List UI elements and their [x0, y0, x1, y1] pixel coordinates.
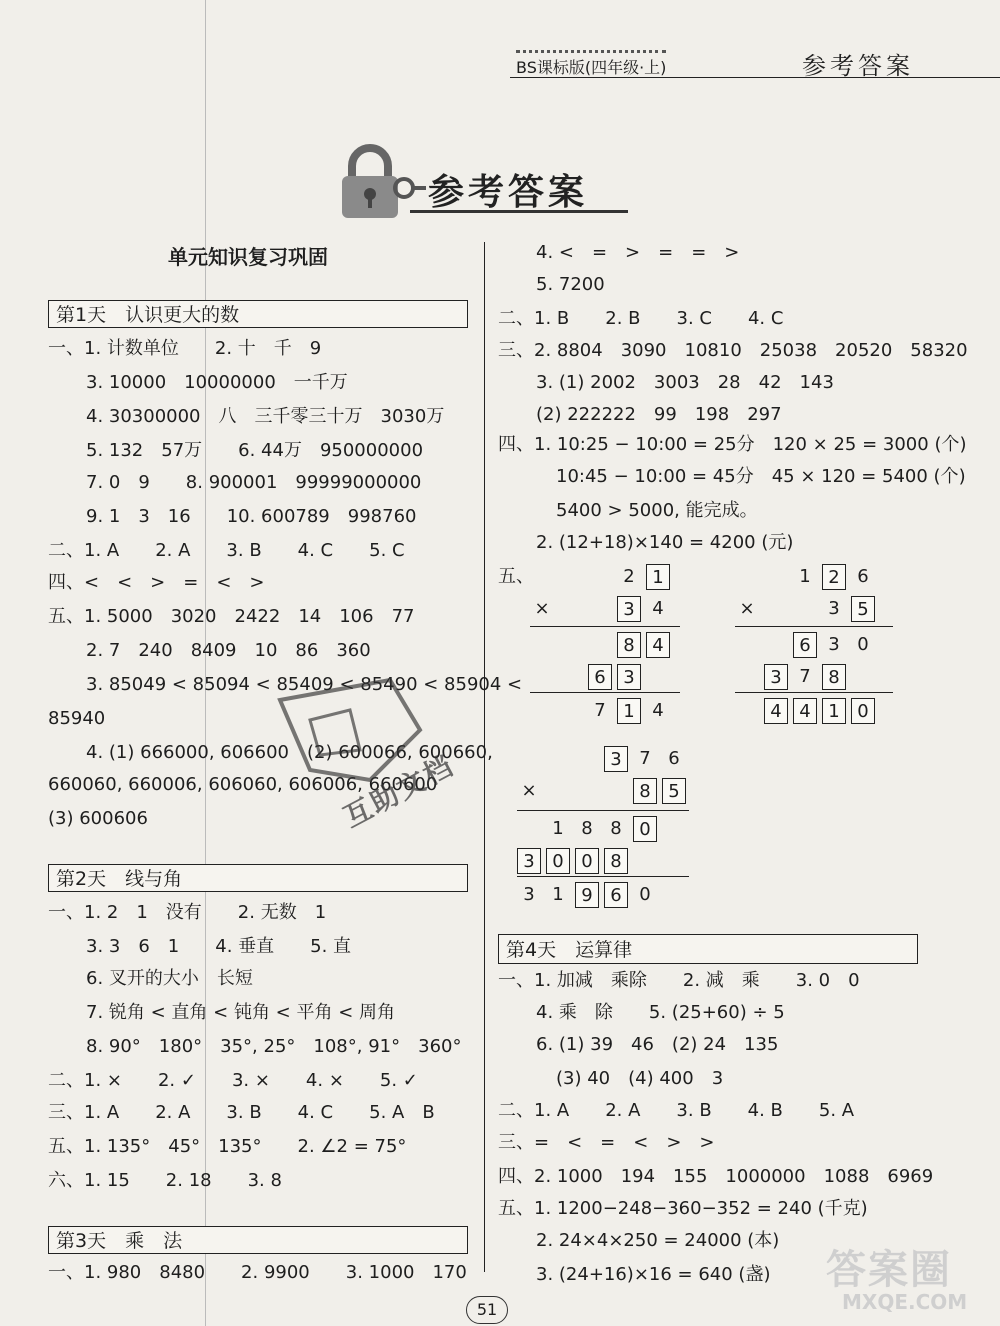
- mult2-digit: 4: [764, 698, 788, 724]
- mult3-rule: [517, 810, 689, 811]
- mult2-digit: 3: [828, 598, 840, 619]
- answer-line: 5. 132 57万 6. 44万 950000000: [86, 440, 424, 461]
- mult3-digit: 0: [546, 848, 570, 874]
- answer-line: 2. 24×4×250 = 24000 (本): [536, 1230, 780, 1251]
- answer-line: 4. < = > = = >: [536, 242, 740, 263]
- mult2-digit: 6: [857, 566, 869, 587]
- mult3-digit: 6: [604, 882, 628, 908]
- answer-line: 5. 7200: [536, 274, 605, 295]
- mult1-digit: 8: [617, 632, 641, 658]
- page-number: [466, 1296, 508, 1324]
- mult1-digit: 7: [594, 700, 606, 721]
- mult1-digit: 1: [617, 698, 641, 724]
- answer-line: 4. 30300000 八 三千零三十万 3030万: [86, 406, 445, 427]
- mult3-digit: 6: [668, 748, 680, 769]
- header-title: 参考答案: [802, 52, 914, 80]
- mult2-digit: 3: [828, 634, 840, 655]
- banner-rule: [410, 210, 628, 213]
- mult2-digit: 1: [822, 698, 846, 724]
- mult2-digit: 0: [851, 698, 875, 724]
- answer-line: (3) 40 (4) 400 3: [556, 1068, 724, 1089]
- answer-line: 4. 乘 除 5. (25+60) ÷ 5: [536, 1002, 785, 1023]
- answer-line: (2) 222222 99 198 297: [536, 404, 782, 425]
- answer-line: 2. (12+18)×140 = 4200 (元): [536, 532, 794, 553]
- mult1-digit: 3: [617, 664, 641, 690]
- page-number-text: 51: [476, 1300, 498, 1319]
- mult2-digit: 5: [851, 596, 875, 622]
- left-section-title: 单元知识复习巩固: [168, 245, 328, 269]
- answer-line: 三、2. 8804 3090 10810 25038 20520 58320: [498, 340, 968, 361]
- answer-line: 五、1. 1200−248−360−352 = 240 (千克): [498, 1198, 868, 1219]
- mult2-digit: 6: [793, 632, 817, 658]
- mult3-rule: [517, 876, 689, 877]
- mult3-digit: 8: [610, 818, 622, 839]
- mult2-digit: 1: [799, 566, 811, 587]
- answer-line: 一、1. 加减 乘除 2. 减 乘 3. 0 0: [498, 970, 860, 991]
- mult3-digit: 8: [604, 848, 628, 874]
- mult2-digit: 7: [799, 666, 811, 687]
- answer-line: 二、1. × 2. ✓ 3. × 4. × 5. ✓: [48, 1070, 418, 1091]
- answer-line: 3. (1) 2002 3003 28 42 143: [536, 372, 834, 393]
- answer-line: 2. 7 240 8409 10 86 360: [86, 640, 371, 661]
- answer-line: 一、1. 2 1 没有 2. 无数 1: [48, 902, 327, 923]
- mult2-digit: 4: [793, 698, 817, 724]
- answer-line: 6. (1) 39 46 (2) 24 135: [536, 1034, 779, 1055]
- answer-line: 85940: [48, 708, 106, 729]
- answer-line: 10:45 − 10:00 = 45分 45 × 120 = 5400 (个): [556, 466, 966, 487]
- answer-line: 660060, 660006, 606060, 606006, 660600: [48, 774, 438, 795]
- header-rule: [510, 77, 1000, 78]
- answer-line: 一、1. 980 8480 2. 9900 3. 1000 170: [48, 1262, 467, 1283]
- day1-title: 第1天 认识更大的数: [56, 304, 240, 326]
- answer-line: 二、1. A 2. A 3. B 4. B 5. A: [498, 1100, 855, 1121]
- mult3-digit: 7: [639, 748, 651, 769]
- mult1-digit: 4: [652, 700, 664, 721]
- answer-line: 三、= < = < > >: [498, 1132, 715, 1153]
- answer-line: 四、< < > = < >: [48, 572, 265, 593]
- answer-line: (3) 600606: [48, 808, 148, 829]
- answer-line: 8. 90° 180° 35°, 25° 108°, 91° 360°: [86, 1036, 462, 1057]
- mult3-digit: 1: [552, 884, 564, 905]
- answer-line: 3. 3 6 1 4. 垂直 5. 直: [86, 936, 352, 957]
- mult3-digit: ×: [521, 780, 537, 801]
- day3-title: 第3天 乘 法: [56, 1230, 183, 1252]
- mult1-digit: 4: [652, 598, 664, 619]
- answer-line: 六、1. 15 2. 18 3. 8: [48, 1170, 282, 1191]
- mult1-rule: [530, 626, 680, 627]
- mult2-digit: 8: [822, 664, 846, 690]
- mult3-digit: 0: [575, 848, 599, 874]
- watermark-logo: 答案圈: [826, 1247, 952, 1293]
- wu-label: 五、: [498, 566, 534, 587]
- answer-line: 7. 0 9 8. 900001 99999000000: [86, 472, 422, 493]
- day2-title: 第2天 线与角: [56, 868, 183, 890]
- answer-line: 3. 10000 10000000 一千万: [86, 372, 348, 393]
- mult3-digit: 0: [639, 884, 651, 905]
- banner-title: 参考答案: [428, 172, 589, 213]
- answer-line: 二、1. A 2. A 3. B 4. C 5. C: [48, 540, 405, 561]
- stamp-text: 互助文档: [337, 748, 460, 835]
- lock-icon: [338, 142, 428, 226]
- mult2-digit: 3: [764, 664, 788, 690]
- mult1-digit: 6: [588, 664, 612, 690]
- mult2-digit: ×: [739, 598, 755, 619]
- answer-line: 3. (24+16)×16 = 640 (盏): [536, 1264, 771, 1285]
- watermark-site: MXQE.COM: [842, 1290, 968, 1314]
- answer-line: 一、1. 计数单位 2. 十 千 9: [48, 338, 322, 359]
- mult2-rule: [735, 626, 893, 627]
- answer-line: 5400 > 5000, 能完成。: [556, 500, 758, 521]
- mult3-digit: 1: [552, 818, 564, 839]
- mult3-digit: 0: [633, 816, 657, 842]
- answer-line: 6. 叉开的大小 长短: [86, 968, 253, 989]
- answer-line: 9. 1 3 16 10. 600789 998760: [86, 506, 417, 527]
- mult1-digit: 3: [617, 596, 641, 622]
- mult1-digit: ×: [534, 598, 550, 619]
- header-edition: BS课标版(四年级·上): [516, 50, 666, 78]
- mult3-digit: 5: [662, 778, 686, 804]
- answer-line: 4. (1) 666000, 606600 (2) 600066, 600660,: [86, 742, 493, 763]
- mult1-digit: 2: [623, 566, 635, 587]
- mult3-digit: 3: [517, 848, 541, 874]
- mult3-digit: 3: [523, 884, 535, 905]
- mult3-digit: 9: [575, 882, 599, 908]
- mult2-digit: 0: [857, 634, 869, 655]
- answer-line: 三、1. A 2. A 3. B 4. C 5. A B: [48, 1102, 435, 1123]
- mult3-digit: 8: [633, 778, 657, 804]
- answer-line: 五、1. 5000 3020 2422 14 106 77: [48, 606, 415, 627]
- answer-line: 五、1. 135° 45° 135° 2. ∠2 = 75°: [48, 1136, 407, 1157]
- mult1-digit: 1: [646, 564, 670, 590]
- mult3-digit: 3: [604, 746, 628, 772]
- mult2-digit: 2: [822, 564, 846, 590]
- answer-line: 3. 85049 < 85094 < 85409 < 85490 < 85904 <: [86, 674, 523, 695]
- answer-line: 二、1. B 2. B 3. C 4. C: [498, 308, 784, 329]
- answer-line: 四、1. 10:25 − 10:00 = 25分 120 × 25 = 3000 (个): [498, 434, 967, 455]
- day4-title: 第4天 运算律: [506, 939, 633, 961]
- answer-line: 四、2. 1000 194 155 1000000 1088 6969: [498, 1166, 934, 1187]
- answer-line: 7. 锐角 < 直角 < 钝角 < 平角 < 周角: [86, 1002, 395, 1023]
- mult2-rule: [735, 692, 893, 693]
- mult3-digit: 8: [581, 818, 593, 839]
- mult1-rule: [530, 692, 680, 693]
- mult1-digit: 4: [646, 632, 670, 658]
